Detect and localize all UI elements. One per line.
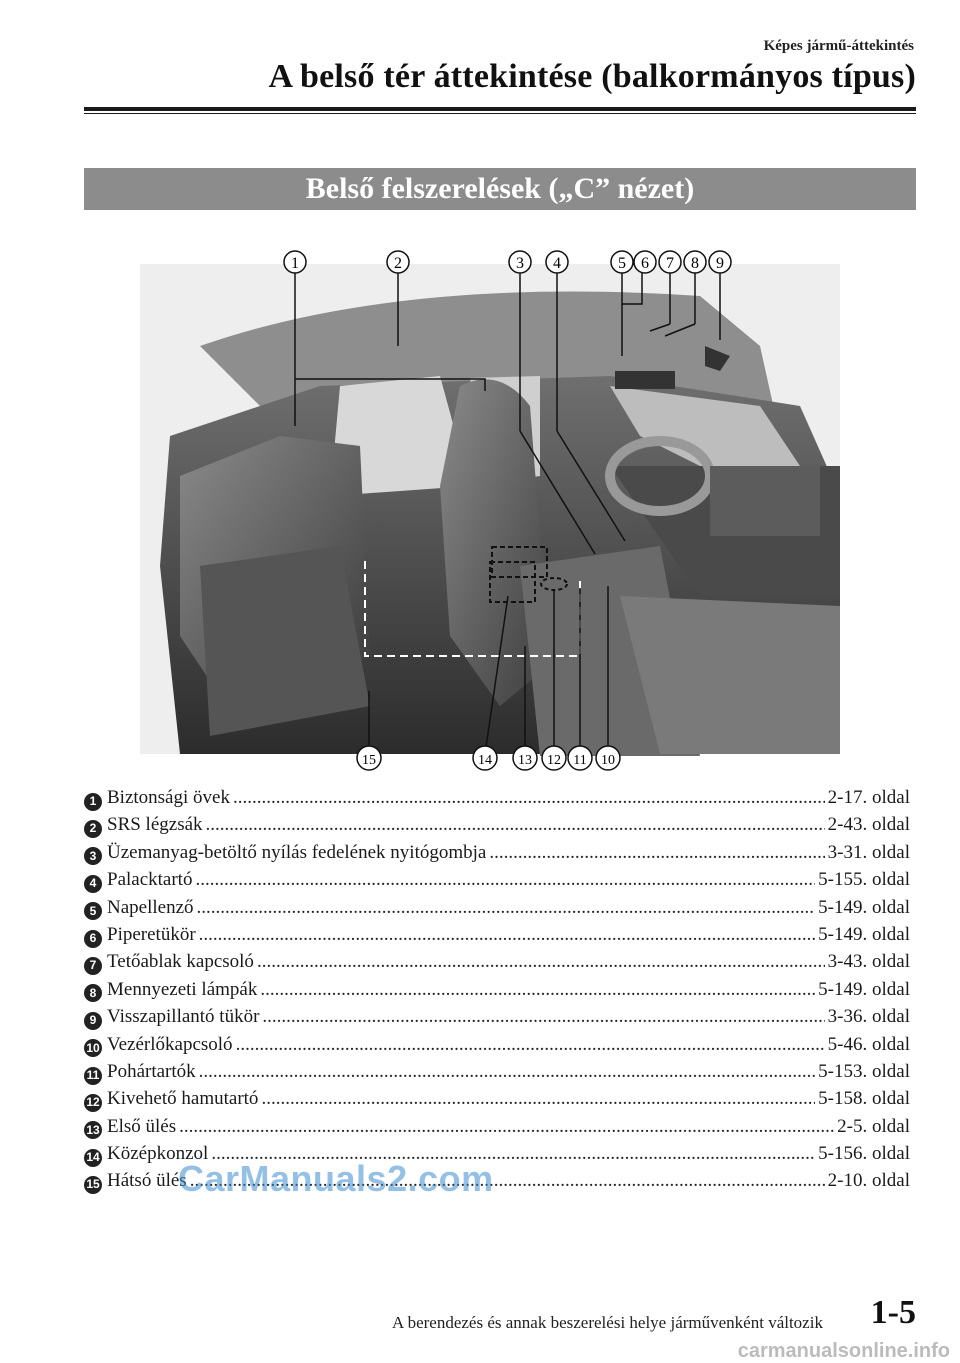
leader-dots xyxy=(195,866,815,893)
footer-note: A berendezés és annak beszerelési helye járművenként változik xyxy=(392,1313,823,1332)
callout-6-icon xyxy=(634,251,656,273)
item-number: 14 xyxy=(84,1149,102,1167)
leader-dots xyxy=(489,839,824,866)
title-divider-thin xyxy=(84,113,916,114)
item-number: 3 xyxy=(84,847,102,865)
callout-8-icon xyxy=(684,251,706,273)
watermark-footer: carmanualsonline.info xyxy=(737,1340,950,1362)
item-label: Tetőablak kapcsoló xyxy=(107,951,254,973)
leader-dots xyxy=(233,784,825,811)
title-divider xyxy=(84,107,916,111)
list-item xyxy=(84,866,910,893)
list-item xyxy=(84,948,910,975)
leader-dots xyxy=(199,1058,816,1085)
svg-text:12: 12 xyxy=(547,753,561,768)
page-reference: 3-31. oldal xyxy=(827,841,910,863)
svg-text:2: 2 xyxy=(394,255,402,272)
list-item xyxy=(84,1085,910,1112)
callout-12-icon xyxy=(542,746,566,770)
item-label: Mennyezeti lámpák xyxy=(107,978,258,1000)
svg-text:4: 4 xyxy=(553,255,561,272)
item-label: Első ülés xyxy=(107,1115,177,1137)
callout-14-icon xyxy=(473,746,497,770)
list-item xyxy=(84,839,910,866)
page-reference: 5-155. oldal xyxy=(818,869,910,891)
item-number: 13 xyxy=(84,1121,102,1139)
list-item xyxy=(84,811,910,838)
callout-15-icon xyxy=(357,746,381,770)
item-number: 7 xyxy=(84,957,102,975)
item-number: 11 xyxy=(84,1067,102,1085)
page-title: A belső tér áttekintése (balkormányos típus) xyxy=(268,58,916,95)
item-number: 4 xyxy=(84,875,102,893)
page-reference: 2-17. oldal xyxy=(827,787,910,808)
page-reference: 5-156. oldal xyxy=(818,1143,910,1165)
item-label: Üzemanyag-betöltő nyílás fedelének nyitógombja xyxy=(107,841,487,863)
svg-text:10: 10 xyxy=(601,753,615,768)
list-item xyxy=(84,784,910,811)
page-number: 1-5 xyxy=(870,1294,916,1331)
callout-9-icon xyxy=(709,251,731,273)
item-label: Pohártartók xyxy=(107,1060,196,1082)
svg-text:13: 13 xyxy=(518,753,532,768)
leader-dots xyxy=(236,1031,825,1058)
callout-5-icon xyxy=(611,251,633,273)
item-number: 5 xyxy=(84,902,102,920)
item-number: 2 xyxy=(84,820,102,838)
callout-11-icon xyxy=(568,746,592,770)
item-number: 8 xyxy=(84,984,102,1002)
svg-text:3: 3 xyxy=(516,255,524,272)
svg-text:5: 5 xyxy=(618,255,626,272)
list-item xyxy=(84,894,910,921)
item-label: SRS légzsák xyxy=(107,814,203,836)
leader-dots xyxy=(261,1085,815,1112)
page-reference: 5-158. oldal xyxy=(818,1088,910,1110)
item-label: Visszapillantó tükör xyxy=(107,1006,260,1028)
leader-dots xyxy=(199,921,816,948)
section-heading: Képes jármű-áttekintés xyxy=(763,38,914,54)
callout-4-icon xyxy=(546,251,568,273)
item-number: 1 xyxy=(84,793,102,811)
page-reference: 5-149. oldal xyxy=(818,896,910,918)
svg-text:11: 11 xyxy=(573,753,587,768)
page-reference: 5-149. oldal xyxy=(818,978,910,1000)
car-interior-illustration xyxy=(140,236,840,772)
callout-2-icon xyxy=(387,251,409,273)
svg-text:9: 9 xyxy=(716,255,724,272)
list-item xyxy=(84,1058,910,1085)
item-label: Kivehető hamutartó xyxy=(107,1088,259,1110)
page-reference: 2-10. oldal xyxy=(827,1170,910,1192)
page-reference: 5-46. oldal xyxy=(827,1033,910,1055)
page-reference: 2-5. oldal xyxy=(837,1115,910,1137)
page-reference: 5-149. oldal xyxy=(818,923,910,945)
page-reference: 3-43. oldal xyxy=(827,951,910,973)
item-number: 10 xyxy=(84,1039,102,1057)
item-number: 15 xyxy=(84,1176,102,1194)
svg-text:6: 6 xyxy=(641,255,649,272)
svg-text:1: 1 xyxy=(291,255,299,272)
leader-dots xyxy=(260,976,815,1003)
item-label: Középkonzol xyxy=(107,1143,209,1165)
item-label: Vezérlőkapcsoló xyxy=(107,1033,233,1055)
item-label: Napellenző xyxy=(107,896,194,918)
svg-text:8: 8 xyxy=(691,255,699,272)
watermark-text: CarManuals2.com xyxy=(178,1158,494,1199)
interior-figure xyxy=(140,236,840,772)
list-item xyxy=(84,1003,910,1030)
list-item xyxy=(84,921,910,948)
callout-10-icon xyxy=(596,746,620,770)
leader-dots xyxy=(197,894,816,921)
svg-text:14: 14 xyxy=(478,753,492,768)
leader-dots xyxy=(262,1003,824,1030)
item-number: 9 xyxy=(84,1012,102,1030)
item-number: 12 xyxy=(84,1094,102,1112)
callout-7-icon xyxy=(659,251,681,273)
banner-title: Belső felszerelések („C” nézet) xyxy=(305,172,695,205)
list-item xyxy=(84,1031,910,1058)
item-number: 6 xyxy=(84,930,102,948)
page-reference: 5-153. oldal xyxy=(818,1060,910,1082)
item-label: Palacktartó xyxy=(107,869,193,891)
callout-3-icon xyxy=(509,251,531,273)
section-banner xyxy=(84,168,916,210)
item-label: Piperetükör xyxy=(107,923,196,945)
page-reference: 3-36. oldal xyxy=(827,1006,910,1028)
callout-1-icon xyxy=(284,251,306,273)
leader-dots xyxy=(206,811,825,838)
svg-text:15: 15 xyxy=(362,753,376,768)
feature-index-list xyxy=(84,784,910,1195)
item-label: Biztonsági övek xyxy=(107,787,230,808)
page-reference: 2-43. oldal xyxy=(827,814,910,836)
leader-dots xyxy=(179,1113,834,1140)
list-item xyxy=(84,1113,910,1140)
list-item xyxy=(84,976,910,1003)
svg-text:7: 7 xyxy=(666,255,674,272)
item-label: Hátsó ülés xyxy=(107,1170,187,1192)
callout-13-icon xyxy=(513,746,537,770)
leader-dots xyxy=(257,948,825,975)
